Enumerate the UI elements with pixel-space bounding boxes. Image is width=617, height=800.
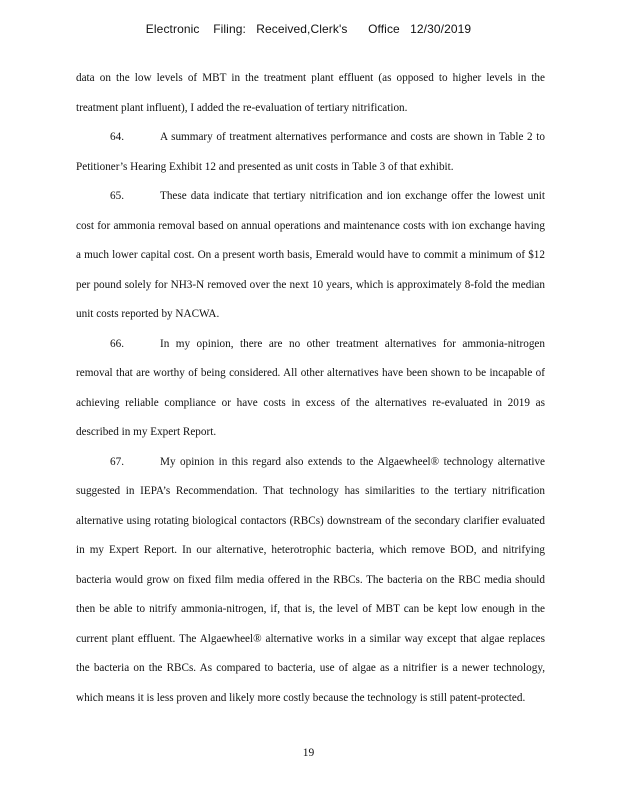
paragraph-number: 66.	[110, 337, 124, 350]
paragraph-text: In my opinion, there are no other treatment alternatives for ammonia-nitrogen removal that are worthy of being considered. All other alternatives have been shown to be incapable of achieving reliable compliance or have costs in excess of the alternatives re-evaluated in 2019 as described in my Expert Report.	[76, 337, 545, 438]
paragraph-text: A summary of treatment alternatives performance and costs are shown in Table 2 to Petitioner’s Hearing Exhibit 12 and presented as unit costs in Table 3 of that exhibit.	[76, 131, 545, 173]
paragraph-64	[76, 123, 545, 182]
paragraph-text: data on the low levels of MBT in the treatment plant effluent (as opposed to higher levels in the treatment plant influent), I added the re-evaluation of tertiary nitrification.	[76, 72, 545, 114]
page-number: 19	[302, 747, 315, 759]
paragraph-text: These data indicate that tertiary nitrification and ion exchange offer the lowest unit cost for ammonia removal based on annual operations and maintenance costs with ion exchange having a much lower capital cost. On a present worth basis, Emerald would have to commit a minimum of $12 per pound solely for NH3-N removed over the next 10 years, which is approximately 8-fold the median unit costs reported by NACWA.	[76, 190, 545, 320]
paragraph-number: 65.	[110, 190, 124, 202]
paragraph-number: 64.	[110, 131, 124, 143]
filing-stamp-header: Electronic Filing: Received,Clerk's Office 12/30/2019	[145, 22, 472, 36]
paragraph-text: My opinion in this regard also extends to the Algaewheel® technology alternative suggested in IEPA’s Recommendation. That technology has similarities to the tertiary nitrification alternative using rotating biological contactors (RBCs) downstream of the secondary clarifier evaluated in my Expert Report. In our alternative, heterotrophic bacteria, which remove BOD, and nitrifying bacteria would grow on fixed film media offered in the RBCs. The bacteria on the RBC media should then be able to nitrify ammonia-nitrogen, if, that is, the level of MBT can be kept low enough in the current plant effluent. The Algaewheel® alternative works in a similar way except that algae replaces the bacteria on the RBCs. As compared to bacteria, use of algae as a nitrifier is a newer technology, which means it is less proven and likely more costly because the technology is still patent-protected.	[76, 455, 545, 704]
paragraph-67	[76, 448, 545, 714]
document-body	[76, 64, 545, 713]
paragraph-number: 67.	[110, 455, 124, 468]
paragraph-66	[76, 330, 545, 448]
paragraph-continuation	[76, 64, 545, 123]
paragraph-65	[76, 182, 545, 330]
